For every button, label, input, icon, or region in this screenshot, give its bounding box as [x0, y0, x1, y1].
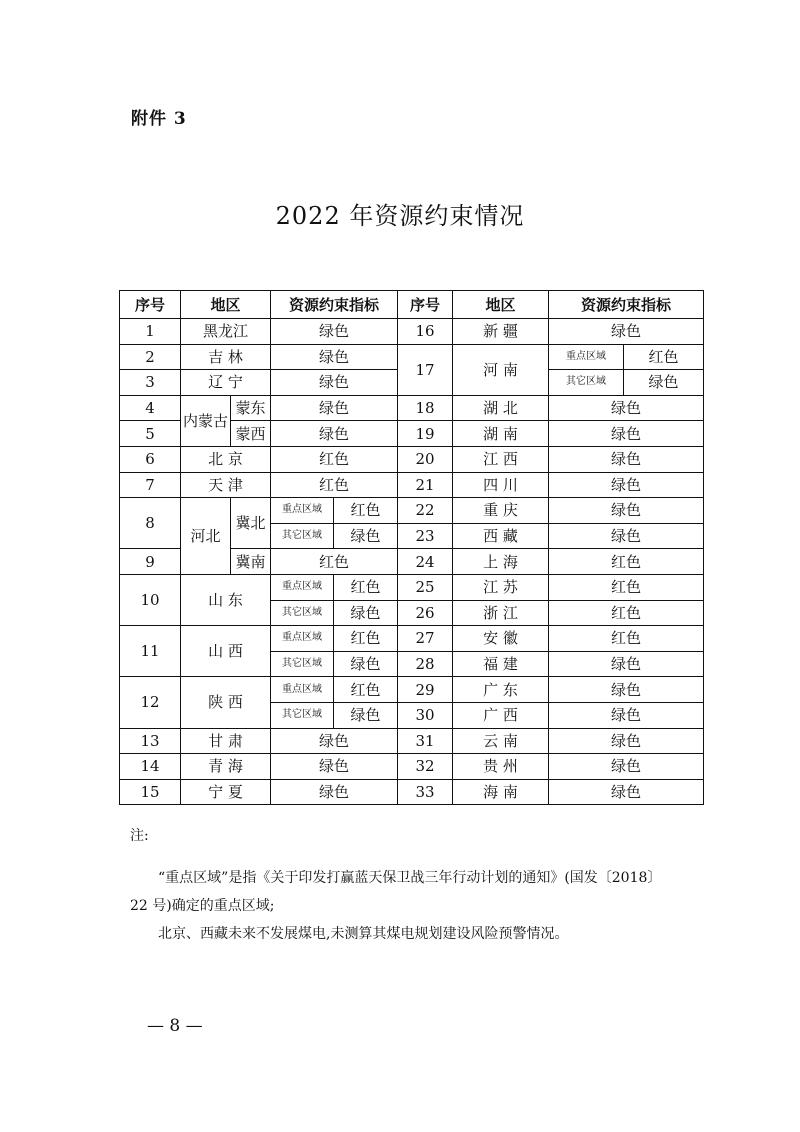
indicator-cell: 绿色	[549, 677, 704, 703]
note-paragraph: “重点区域”是指《关于印发打赢蓝天保卫战三年行动计划的通知》(国发〔2018〕22 号)确定的重点区域;	[130, 870, 662, 914]
seq-cell: 26	[398, 600, 453, 626]
region-cell: 甘 肃	[181, 728, 271, 754]
table-row	[120, 498, 704, 524]
region-cell: 青 海	[181, 754, 271, 780]
subregion-cell: 蒙西	[231, 421, 271, 447]
seq-cell: 2	[120, 344, 181, 370]
indicator-cell: 绿色	[271, 421, 398, 447]
indicator-cell: 绿色	[549, 702, 704, 728]
indicator-cell: 绿色	[549, 523, 704, 549]
indicator-cell: 绿色	[271, 779, 398, 805]
seq-cell: 19	[398, 421, 453, 447]
page-title: 2022 年资源约束情况	[275, 202, 525, 230]
indicator-cell: 红色	[549, 600, 704, 626]
subregion-cell: 冀南	[231, 549, 271, 575]
indicator-cell: 绿色	[334, 600, 398, 626]
indicator-cell: 红色	[334, 574, 398, 600]
region-cell: 北 京	[181, 446, 271, 472]
seq-cell: 15	[120, 779, 181, 805]
seq-cell: 20	[398, 446, 453, 472]
other-area-label: 其它区域	[271, 600, 334, 626]
region-cell: 新 疆	[453, 319, 549, 345]
region-cell: 江 西	[453, 446, 549, 472]
seq-cell: 28	[398, 651, 453, 677]
header-seq: 序号	[120, 291, 181, 319]
seq-cell: 18	[398, 395, 453, 421]
indicator-cell: 绿色	[624, 370, 704, 396]
seq-cell: 3	[120, 370, 181, 396]
seq-cell: 6	[120, 446, 181, 472]
indicator-cell: 红色	[334, 677, 398, 703]
region-cell: 贵 州	[453, 754, 549, 780]
region-cell: 重 庆	[453, 498, 549, 524]
region-cell: 安 徽	[453, 626, 549, 652]
region-cell: 黑龙江	[181, 319, 271, 345]
indicator-cell: 红色	[549, 549, 704, 575]
seq-cell: 30	[398, 702, 453, 728]
indicator-cell: 红色	[549, 626, 704, 652]
indicator-cell: 红色	[334, 498, 398, 524]
attachment-label: 附件 3	[131, 109, 187, 129]
table-row	[120, 319, 704, 345]
key-area-label: 重点区域	[549, 344, 624, 370]
indicator-cell: 绿色	[549, 472, 704, 498]
table-header-row	[120, 291, 704, 319]
seq-cell: 17	[398, 344, 453, 395]
other-area-label: 其它区域	[271, 523, 334, 549]
seq-cell: 11	[120, 626, 181, 677]
region-cell: 湖 南	[453, 421, 549, 447]
seq-cell: 24	[398, 549, 453, 575]
subregion-cell: 蒙东	[231, 395, 271, 421]
seq-cell: 13	[120, 728, 181, 754]
seq-cell: 7	[120, 472, 181, 498]
header-region: 地区	[453, 291, 549, 319]
indicator-cell: 绿色	[549, 651, 704, 677]
region-cell: 山 东	[181, 574, 271, 625]
table-row	[120, 779, 704, 805]
other-area-label: 其它区域	[549, 370, 624, 396]
seq-cell: 29	[398, 677, 453, 703]
seq-cell: 12	[120, 677, 181, 728]
seq-cell: 25	[398, 574, 453, 600]
indicator-cell: 绿色	[271, 344, 398, 370]
region-cell: 山 西	[181, 626, 271, 677]
region-cell: 四 川	[453, 472, 549, 498]
seq-cell: 31	[398, 728, 453, 754]
seq-cell: 32	[398, 754, 453, 780]
seq-cell: 1	[120, 319, 181, 345]
indicator-cell: 绿色	[549, 728, 704, 754]
key-area-label: 重点区域	[271, 498, 334, 524]
header-region: 地区	[181, 291, 271, 319]
seq-cell: 22	[398, 498, 453, 524]
indicator-cell: 绿色	[271, 395, 398, 421]
table-row	[120, 677, 704, 703]
indicator-cell: 绿色	[271, 370, 398, 396]
region-cell: 陕 西	[181, 677, 271, 728]
seq-cell: 27	[398, 626, 453, 652]
region-cell: 云 南	[453, 728, 549, 754]
seq-cell: 14	[120, 754, 181, 780]
table-row	[120, 574, 704, 600]
region-cell: 吉 林	[181, 344, 271, 370]
other-area-label: 其它区域	[271, 651, 334, 677]
table-row	[120, 728, 704, 754]
header-seq: 序号	[398, 291, 453, 319]
table-row	[120, 395, 704, 421]
region-cell: 河 南	[453, 344, 549, 395]
region-cell: 上 海	[453, 549, 549, 575]
indicator-cell: 绿色	[271, 728, 398, 754]
region-cell: 浙 江	[453, 600, 549, 626]
indicator-cell: 绿色	[549, 319, 704, 345]
seq-cell: 10	[120, 574, 181, 625]
indicator-cell: 红色	[334, 626, 398, 652]
indicator-cell: 绿色	[549, 498, 704, 524]
region-cell: 海 南	[453, 779, 549, 805]
header-indicator: 资源约束指标	[549, 291, 704, 319]
notes-label: 注:	[130, 828, 149, 844]
indicator-cell: 绿色	[334, 523, 398, 549]
table-row	[120, 344, 704, 370]
region-cell: 江 苏	[453, 574, 549, 600]
table-row	[120, 472, 704, 498]
key-area-label: 重点区域	[271, 574, 334, 600]
region-cell: 福 建	[453, 651, 549, 677]
table-row	[120, 754, 704, 780]
page-number: — 8 —	[147, 1016, 203, 1036]
indicator-cell: 绿色	[549, 446, 704, 472]
seq-cell: 33	[398, 779, 453, 805]
region-cell: 河北	[181, 498, 231, 575]
seq-cell: 8	[120, 498, 181, 549]
table-row	[120, 626, 704, 652]
table-row	[120, 446, 704, 472]
indicator-cell: 绿色	[271, 754, 398, 780]
seq-cell: 4	[120, 395, 181, 421]
key-area-label: 重点区域	[271, 677, 334, 703]
seq-cell: 23	[398, 523, 453, 549]
indicator-cell: 红色	[624, 344, 704, 370]
indicator-cell: 红色	[271, 472, 398, 498]
resource-constraint-table	[119, 290, 704, 805]
seq-cell: 16	[398, 319, 453, 345]
region-cell: 内蒙古	[181, 395, 231, 446]
indicator-cell: 绿色	[549, 395, 704, 421]
region-cell: 天 津	[181, 472, 271, 498]
seq-cell: 9	[120, 549, 181, 575]
region-cell: 辽 宁	[181, 370, 271, 396]
seq-cell: 5	[120, 421, 181, 447]
region-cell: 西 藏	[453, 523, 549, 549]
indicator-cell: 绿色	[549, 421, 704, 447]
region-cell: 广 东	[453, 677, 549, 703]
region-cell: 广 西	[453, 702, 549, 728]
indicator-cell: 红色	[271, 549, 398, 575]
seq-cell: 21	[398, 472, 453, 498]
indicator-cell: 绿色	[549, 779, 704, 805]
indicator-cell: 绿色	[271, 319, 398, 345]
key-area-label: 重点区域	[271, 626, 334, 652]
region-cell: 湖 北	[453, 395, 549, 421]
indicator-cell: 红色	[549, 574, 704, 600]
indicator-cell: 红色	[271, 446, 398, 472]
indicator-cell: 绿色	[334, 702, 398, 728]
indicator-cell: 绿色	[549, 754, 704, 780]
subregion-cell: 冀北	[231, 498, 271, 549]
header-indicator: 资源约束指标	[271, 291, 398, 319]
note-paragraph: 北京、西藏未来不发展煤电,未测算其煤电规划建设风险预警情况。	[158, 926, 569, 942]
other-area-label: 其它区域	[271, 702, 334, 728]
region-cell: 宁 夏	[181, 779, 271, 805]
indicator-cell: 绿色	[334, 651, 398, 677]
